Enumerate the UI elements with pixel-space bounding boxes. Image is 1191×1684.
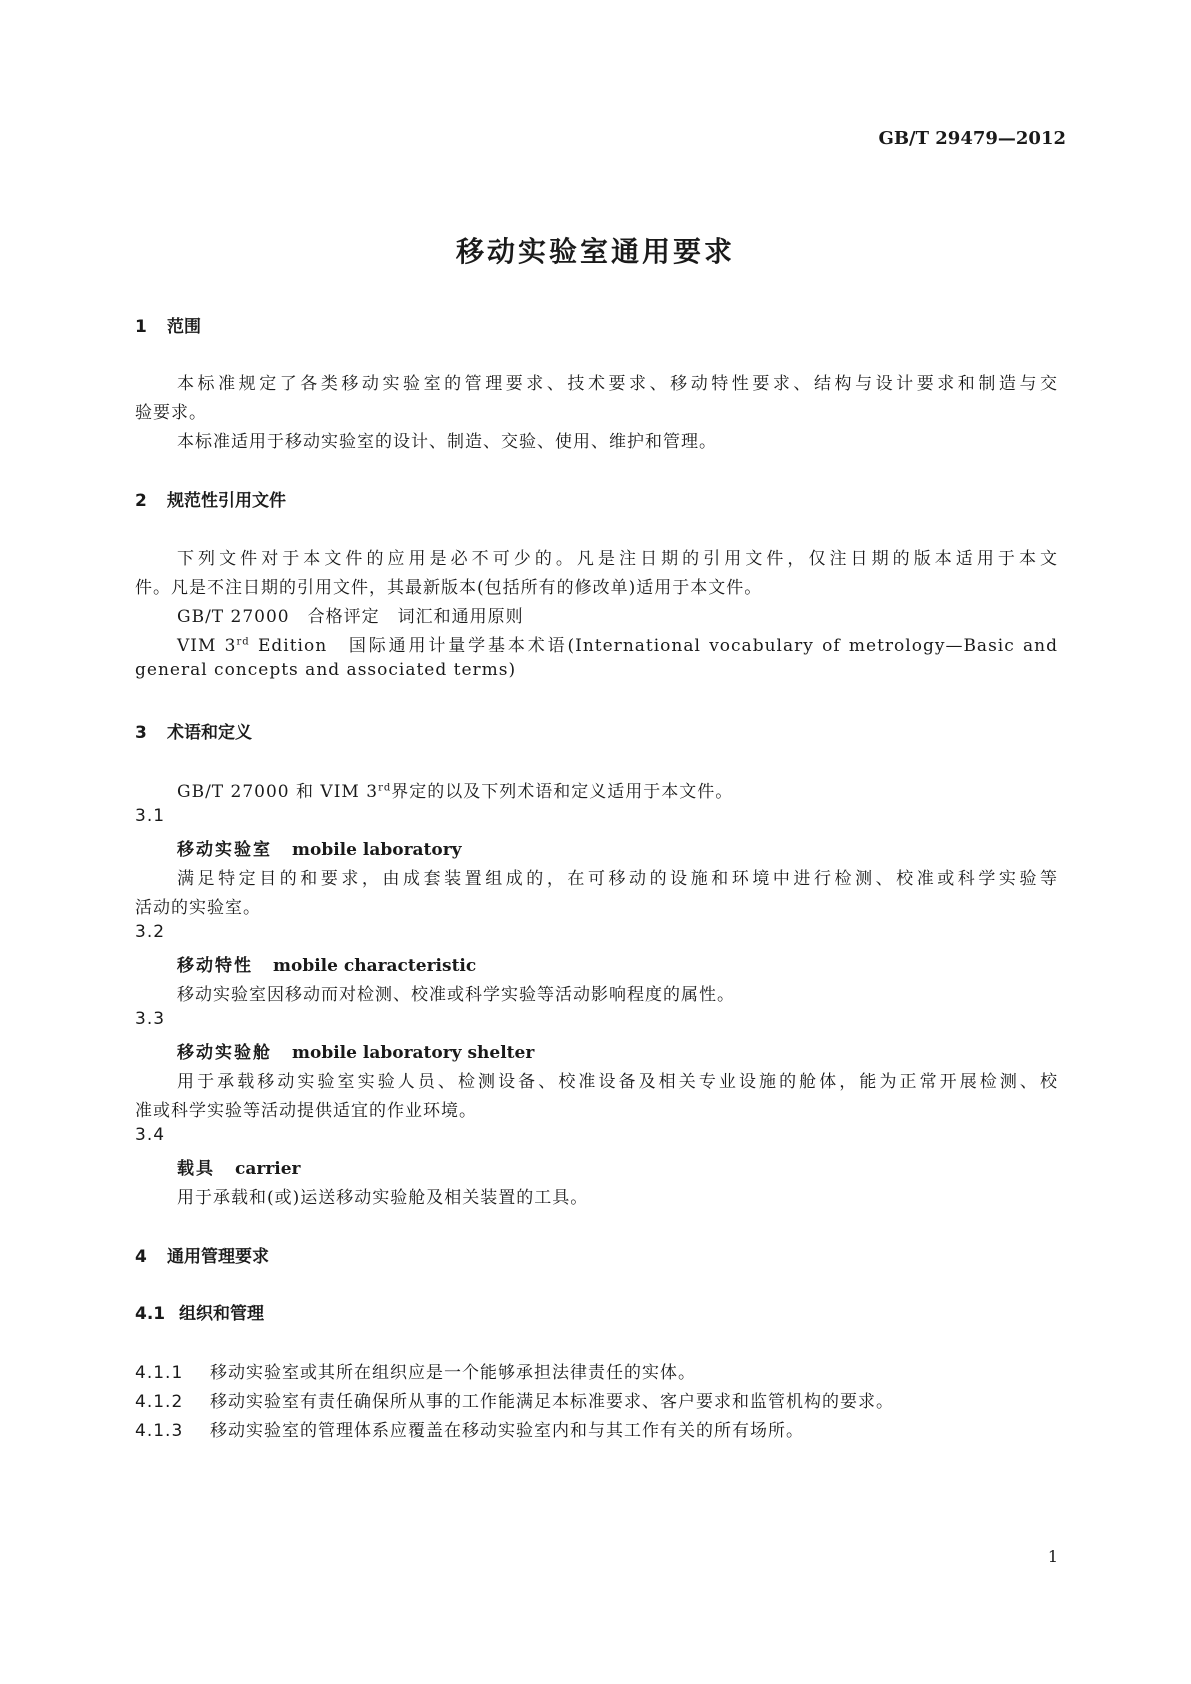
s2-p1-line1: 下列文件对于本文件的应用是必不可少的。凡是注日期的引用文件，仅注日期的版本适用于本文: [177, 549, 1058, 569]
section-number: 2: [135, 491, 147, 511]
term-number: 3.1: [135, 806, 166, 826]
term-en: mobile laboratory: [292, 840, 462, 860]
section-title: 术语和定义: [167, 723, 252, 743]
section-2-heading: [135, 486, 286, 511]
ref-vim-rest: Edition 国际通用计量学基本术语(International vocabulary of metrology—Basic and: [249, 636, 1058, 656]
s3-intro-post: 界定的以及下列术语和定义适用于本文件。: [391, 782, 734, 802]
s1-p2: 本标准适用于移动实验室的设计、制造、交验、使用、维护和管理。: [177, 432, 717, 452]
section-number: 4: [135, 1247, 147, 1267]
document-title: 移动实验室通用要求: [455, 235, 735, 268]
term-definition-line1: 用于承载和(或)运送移动实验舱及相关装置的工具。: [177, 1188, 589, 1208]
section-title: 规范性引用文件: [167, 491, 286, 511]
section-title: 通用管理要求: [167, 1247, 269, 1267]
standard-code: GB/T 29479—2012: [878, 128, 1066, 149]
s3-intro-sup: rd: [378, 782, 392, 794]
subsection-title: 组织和管理: [179, 1304, 264, 1324]
s3-intro-pre: GB/T 27000 和 VIM 3: [177, 782, 379, 802]
term-definition-line2: 准或科学实验等活动提供适宜的作业环境。: [135, 1101, 477, 1121]
term-heading: [177, 1038, 534, 1063]
term-cn: 移动实验舱: [177, 1043, 272, 1063]
section-3-heading: [135, 718, 252, 743]
s2-p1-line2: 件。凡是不注日期的引用文件，其最新版本(包括所有的修改单)适用于本文件。: [135, 578, 763, 598]
s3-intro: [177, 777, 733, 802]
section-number: 1: [135, 317, 147, 337]
reference-gbt27000: GB/T 27000 合格评定 词汇和通用原则: [177, 607, 524, 627]
term-number: 3.4: [135, 1125, 166, 1145]
term-heading: [177, 951, 476, 976]
clause-4-1-2: [135, 1387, 894, 1412]
term-en: mobile characteristic: [273, 956, 477, 976]
section-4-heading: [135, 1242, 269, 1267]
ref-vim-sup: rd: [236, 636, 250, 648]
subsection-number: 4.1: [135, 1304, 166, 1324]
term-cn: 载具: [177, 1159, 215, 1179]
page-number: 1: [1047, 1547, 1058, 1566]
clause-4-1-3: [135, 1416, 804, 1441]
term-number: 3.3: [135, 1009, 166, 1029]
clause-text: 移动实验室或其所在组织应是一个能够承担法律责任的实体。: [210, 1363, 696, 1383]
clause-4-1-1: [135, 1358, 696, 1383]
section-1-heading: [135, 312, 201, 337]
term-definition-line1: 用于承载移动实验室实验人员、检测设备、校准设备及相关专业设施的舱体，能为正常开展检测、校: [177, 1072, 1058, 1092]
term-heading: [177, 835, 462, 860]
s1-p1-line2: 验要求。: [135, 403, 207, 423]
term-definition-line1: 满足特定目的和要求，由成套装置组成的，在可移动的设施和环境中进行检测、校准或科学实验等: [177, 869, 1058, 889]
s1-p1-line1: 本标准规定了各类移动实验室的管理要求、技术要求、移动特性要求、结构与设计要求和制造与交: [177, 374, 1058, 394]
clause-number: 4.1.2: [135, 1392, 184, 1412]
ref-vim: VIM 3: [177, 636, 237, 656]
term-definition-line1: 移动实验室因移动而对检测、校准或科学实验等活动影响程度的属性。: [177, 985, 735, 1005]
clause-text: 移动实验室有责任确保所从事的工作能满足本标准要求、客户要求和监管机构的要求。: [210, 1392, 894, 1412]
reference-vim3-line2: general concepts and associated terms): [135, 660, 517, 680]
term-en: mobile laboratory shelter: [292, 1043, 535, 1063]
section-number: 3: [135, 723, 147, 743]
term-heading: [177, 1154, 301, 1179]
clause-text: 移动实验室的管理体系应覆盖在移动实验室内和与其工作有关的所有场所。: [210, 1421, 804, 1441]
subsection-4-1-heading: [135, 1299, 264, 1324]
clause-number: 4.1.1: [135, 1363, 184, 1383]
term-cn: 移动特性: [177, 956, 253, 976]
term-cn: 移动实验室: [177, 840, 272, 860]
term-en: carrier: [235, 1159, 301, 1179]
reference-vim3-line1: [177, 631, 1058, 656]
section-title: 范围: [167, 317, 201, 337]
term-definition-line2: 活动的实验室。: [135, 898, 261, 918]
term-number: 3.2: [135, 922, 166, 942]
clause-number: 4.1.3: [135, 1421, 184, 1441]
